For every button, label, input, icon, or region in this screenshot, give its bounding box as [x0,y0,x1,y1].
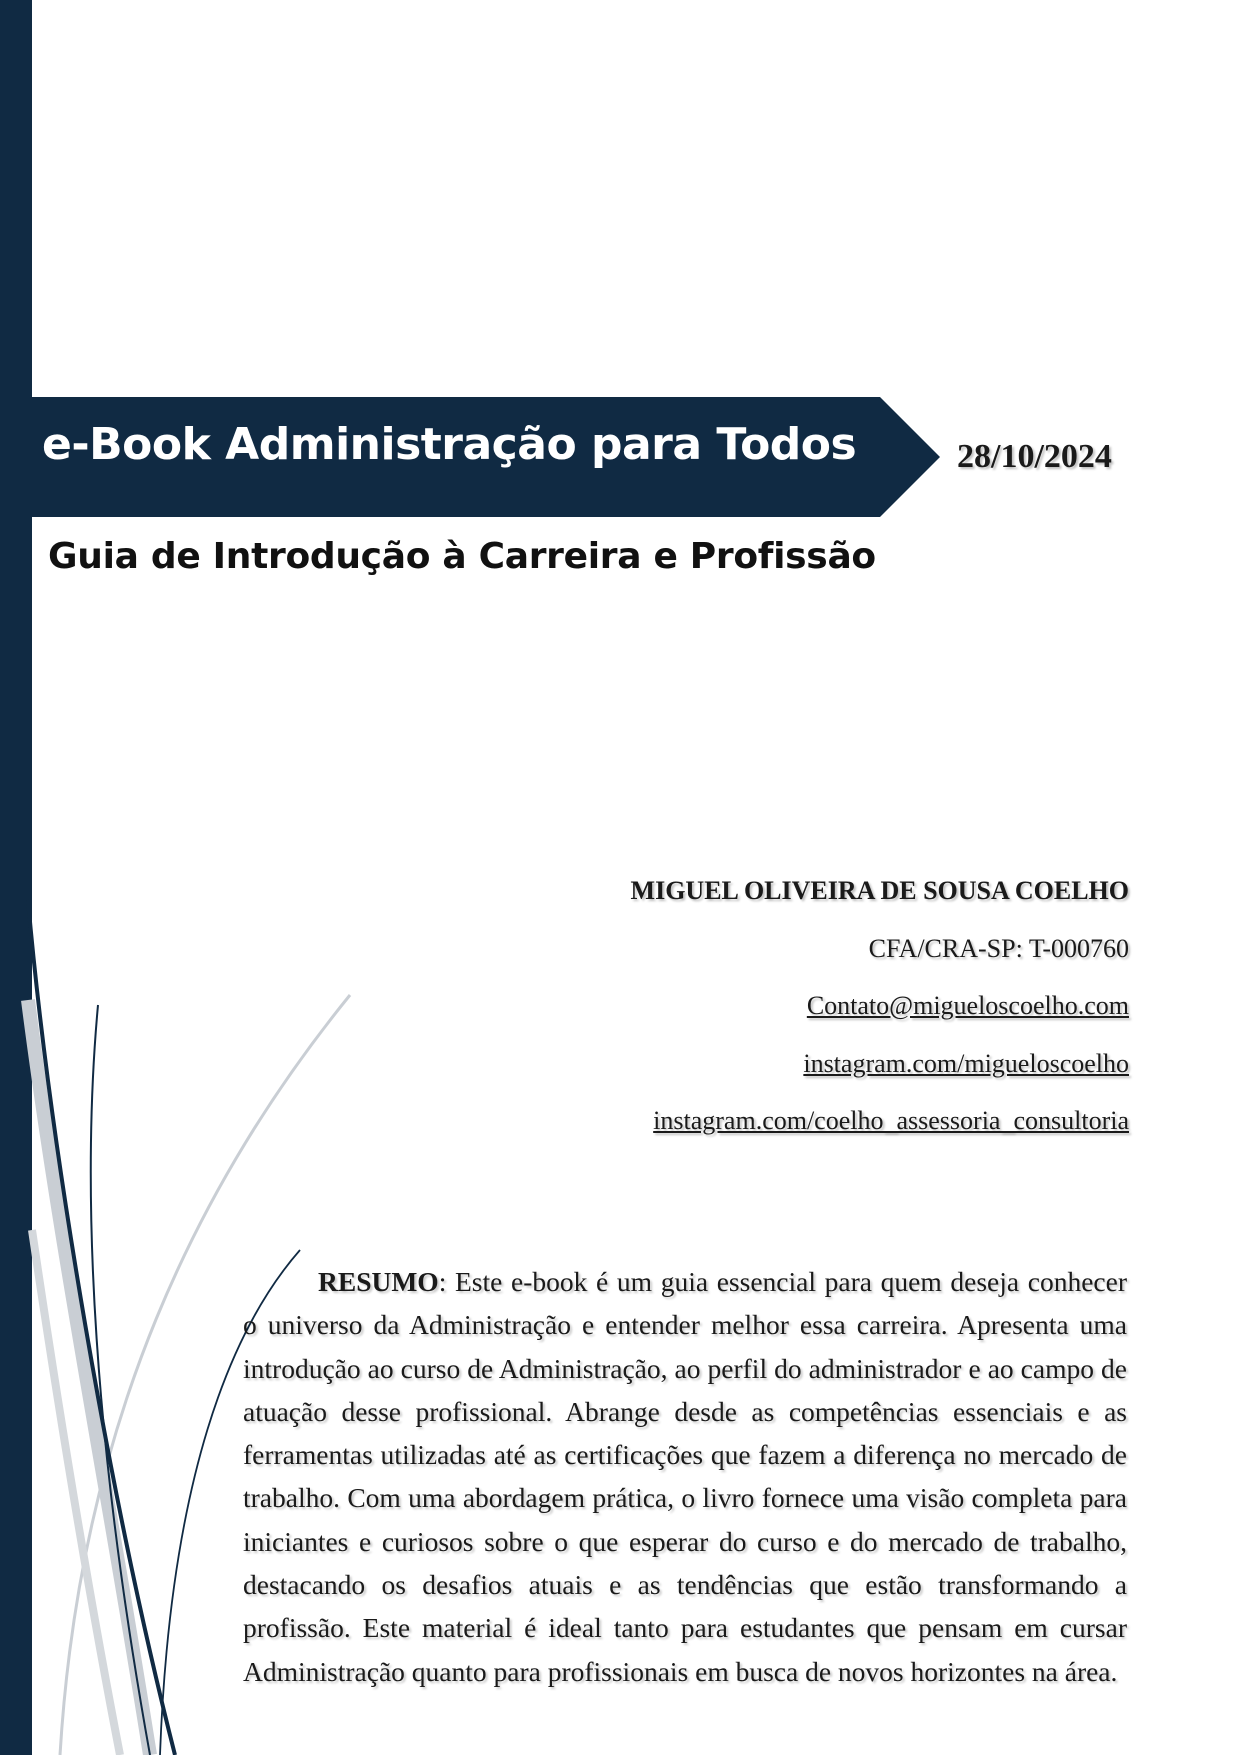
gray-curve-mid [32,1230,120,1755]
instagram-personal-link[interactable]: instagram.com/migueloscoelho [803,1048,1129,1078]
instagram-business-link[interactable]: instagram.com/coelho_assessoria_consultoria [653,1106,1129,1135]
subtitle: Guia de Introdução à Carreira e Profissão [48,536,876,577]
publication-date: 28/10/2024 [957,438,1112,475]
left-accent-bar [0,0,32,1755]
navy-curve-thin [91,1005,150,1755]
abstract-paragraph [243,1260,1127,1693]
abstract-label: RESUMO [318,1266,439,1297]
gray-curve-wide [28,1000,150,1755]
abstract-text: Este e-book é um guia essencial para quem deseja conhecer o universo da Administração e entender melhor essa carreira. Apresenta uma introdução ao curso de Administração, ao perfil do administrador e ao campo de atuação desse profissional. Abrange desde as competências essenciais e as ferramentas utilizadas até as certificações que fazem a diferença no mercado de trabalho. Com uma abordagem prática, o livro fornece uma visão completa para iniciantes e curiosos sobre o que esperar do curso e do mercado de trabalho, destacando os desafios atuais e as tendências que estão transformando a profissão. Este material é ideal tanto para estudantes que pensam em cursar Administração quanto para profissionais em busca de novos horizontes na área. [243,1266,1127,1687]
banner-title: e-Book Administração para Todos [42,419,857,470]
navy-curve-long [28,900,175,1755]
author-block [631,862,1129,1150]
title-banner [0,397,940,517]
author-name: MIGUEL OLIVEIRA DE SOUSA COELHO [630,876,1129,905]
email-link[interactable]: Contato@migueloscoelho.com [806,991,1129,1020]
abstract-separator: : [438,1266,447,1297]
author-registration: CFA/CRA-SP: T-000760 [868,933,1129,963]
